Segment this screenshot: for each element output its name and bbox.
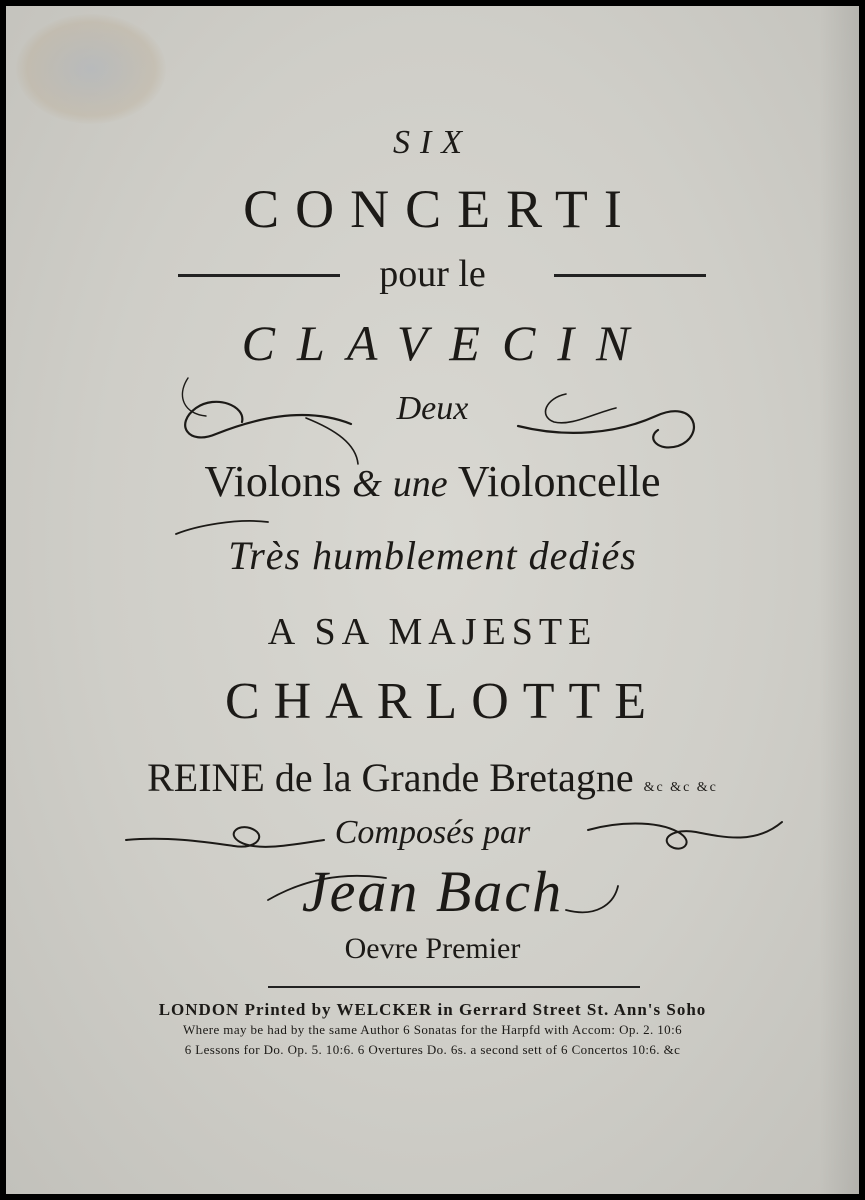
title-six: SIX: [392, 124, 473, 161]
imprint-line-1: LONDON Printed by WELCKER in Gerrard Street St. Ann's Soho: [158, 1000, 707, 1019]
title-ampersand: &: [352, 463, 382, 505]
title-reine-line: [6, 754, 859, 801]
title-a-sa-majeste: A SA MAJESTE: [267, 611, 598, 653]
title-une: une: [392, 463, 448, 505]
title-reine-etc: &c &c &c: [643, 780, 718, 795]
title-violoncelle: Violoncelle: [457, 457, 661, 506]
title-instruments: [6, 456, 859, 507]
title-deux: Deux: [396, 390, 469, 427]
rule-bottom: [268, 986, 640, 988]
title-charlotte: CHARLOTTE: [224, 673, 661, 730]
title-composer: Jean Bach: [301, 859, 564, 924]
title-violons: Violons: [204, 457, 342, 506]
water-stain: [16, 14, 166, 124]
imprint-line-2: Where may be had by the same Author 6 Sonatas for the Harpfd with Accom: Op. 2. 10:6: [183, 1022, 682, 1037]
title-dedication: Très humblement dediés: [228, 533, 637, 578]
title-concerti: CONCERTI: [243, 179, 638, 239]
title-composes-par: Composés par: [334, 814, 531, 851]
title-clavecin: CLAVECIN: [241, 315, 652, 371]
title-page: [6, 6, 859, 1194]
title-oeuvre: Oevre Premier: [344, 932, 521, 965]
title-pour-le: pour le: [379, 253, 486, 295]
imprint-line-3: 6 Lessons for Do. Op. 5. 10:6. 6 Overtures Do. 6s. a second sett of 6 Concertos 10:6. &c: [184, 1042, 681, 1057]
rule-right: [554, 274, 706, 277]
title-reine: REINE de la Grande Bretagne: [147, 755, 634, 800]
